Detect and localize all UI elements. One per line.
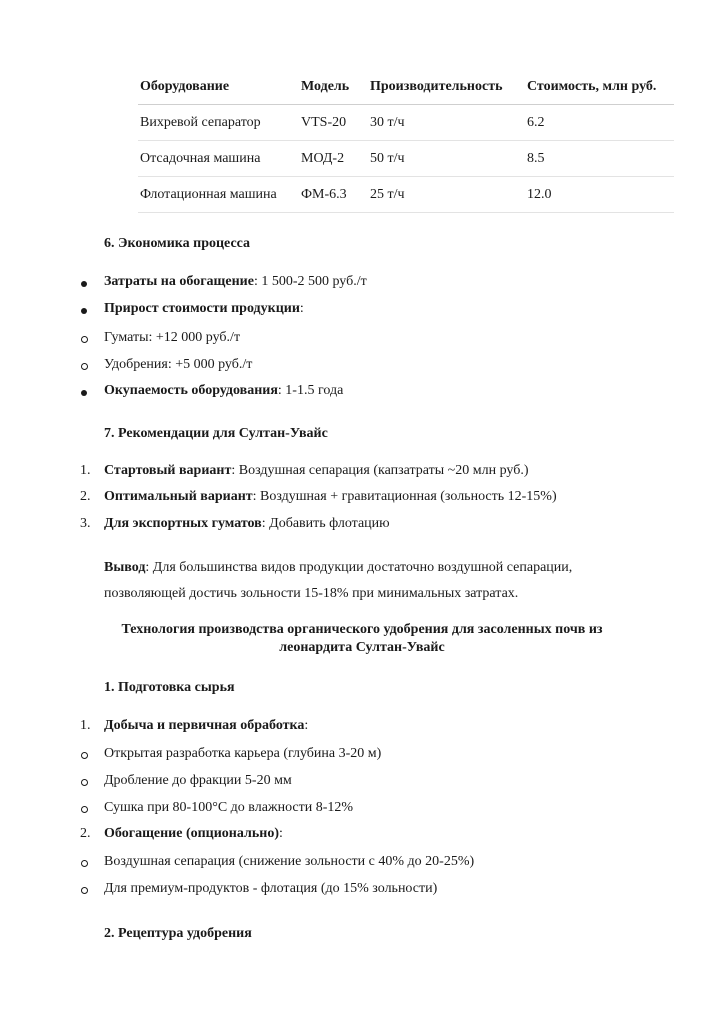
item-number: 2. [80, 826, 91, 841]
item-text: Для премиум-продуктов - флотация (до 15% зольности) [104, 881, 438, 896]
table-cell: Флотационная машина [140, 187, 277, 202]
table-cell: 12.0 [527, 187, 552, 202]
document-title: леонардита Султан-Увайс [279, 640, 445, 655]
item-bold-label: Для экспортных гуматов [104, 516, 262, 531]
item-bold-label: Окупаемость оборудования [104, 383, 278, 398]
sub-list-item [0, 330, 724, 350]
item-bold-label: Затраты на обогащение [104, 274, 254, 289]
table-header-cell: Оборудование [140, 79, 230, 94]
circle-bullet-icon [81, 752, 88, 759]
sub-list-item [0, 773, 724, 793]
item-number: 3. [80, 516, 91, 531]
item-bold-label: Стартовый вариант [104, 463, 232, 478]
numbered-item [0, 826, 724, 846]
item-bold-label: Обогащение (опционально) [104, 826, 279, 841]
table-cell: Отсадочная машина [140, 151, 261, 166]
item-bold-label: Прирост стоимости продукции [104, 301, 300, 316]
item-text: Открытая разработка карьера (глубина 3-20 м) [104, 746, 382, 761]
document-title: Технология производства органического удобрения для засоленных почв из [121, 622, 603, 637]
item-number: 2. [80, 489, 91, 504]
table-cell: Вихревой сепаратор [140, 115, 261, 130]
circle-bullet-icon [81, 779, 88, 786]
circle-bullet-icon [81, 363, 88, 370]
sub-list-item [0, 881, 724, 901]
list-item [0, 383, 724, 403]
table-cell: VTS-20 [301, 115, 347, 130]
numbered-item [0, 489, 724, 509]
conclusion-text: позволяющей достичь зольности 15-18% при минимальных затратах. [104, 586, 519, 601]
list-item [0, 274, 724, 294]
table-header-cell: Производительность [370, 79, 503, 94]
item-text: Дробление до фракции 5-20 мм [104, 773, 292, 788]
table-cell: 30 т/ч [370, 115, 405, 130]
item-bold-label: Добыча и первичная обработка [104, 718, 305, 733]
sub-list-item [0, 746, 724, 766]
table-cell: ФМ-6.3 [301, 187, 347, 202]
item-number: 1. [80, 463, 91, 478]
section-heading: 2. Рецептура удобрения [104, 926, 252, 941]
table-row [138, 141, 674, 177]
item-text: : 1 500-2 500 руб./т [253, 274, 367, 289]
circle-bullet-icon [81, 336, 88, 343]
sub-list-item [0, 357, 724, 377]
table-header-cell: Стоимость, млн руб. [527, 79, 657, 94]
bullet-icon [81, 390, 87, 396]
circle-bullet-icon [81, 806, 88, 813]
item-text: Гуматы: +12 000 руб./т [104, 330, 241, 345]
bullet-icon [81, 308, 87, 314]
table-header-row [138, 70, 674, 105]
circle-bullet-icon [81, 860, 88, 867]
item-text: Сушка при 80-100°С до влажности 8-12% [104, 800, 354, 815]
table-header-cell: Модель [301, 79, 350, 94]
item-text: : [304, 718, 309, 733]
conclusion-text: : Для большинства видов продукции достаточно воздушной сепарации, [145, 560, 573, 575]
item-text: : Добавить флотацию [261, 516, 390, 531]
item-text: : Воздушная сепарация (капзатраты ~20 млн руб.) [231, 463, 529, 478]
conclusion-label: Вывод [104, 560, 146, 575]
section-heading: 6. Экономика процесса [104, 236, 251, 251]
numbered-item [0, 516, 724, 536]
table-cell: 50 т/ч [370, 151, 405, 166]
equipment-table [138, 70, 674, 213]
sub-list-item [0, 854, 724, 874]
item-text: : Воздушная + гравитационная (зольность 12-15%) [252, 489, 557, 504]
table-row [138, 105, 674, 141]
item-bold-label: Оптимальный вариант [104, 489, 253, 504]
bullet-icon [81, 281, 87, 287]
numbered-item [0, 718, 724, 738]
table-row [138, 177, 674, 213]
conclusion-line [104, 560, 572, 576]
item-number: 1. [80, 718, 91, 733]
item-text: : 1-1.5 года [277, 383, 344, 398]
item-text: Удобрения: +5 000 руб./т [104, 357, 253, 372]
table-cell: 6.2 [527, 115, 545, 130]
table-cell: 8.5 [527, 151, 545, 166]
item-text: Воздушная сепарация (снижение зольности с 40% до 20-25%) [104, 854, 475, 869]
section-heading: 7. Рекомендации для Султан-Увайс [104, 426, 328, 441]
circle-bullet-icon [81, 887, 88, 894]
numbered-item [0, 463, 724, 483]
list-item [0, 301, 724, 321]
item-text: : [299, 301, 304, 316]
item-text: : [278, 826, 283, 841]
sub-list-item [0, 800, 724, 820]
section-heading: 1. Подготовка сырья [104, 680, 235, 695]
table-cell: МОД-2 [301, 151, 345, 166]
table-cell: 25 т/ч [370, 187, 405, 202]
